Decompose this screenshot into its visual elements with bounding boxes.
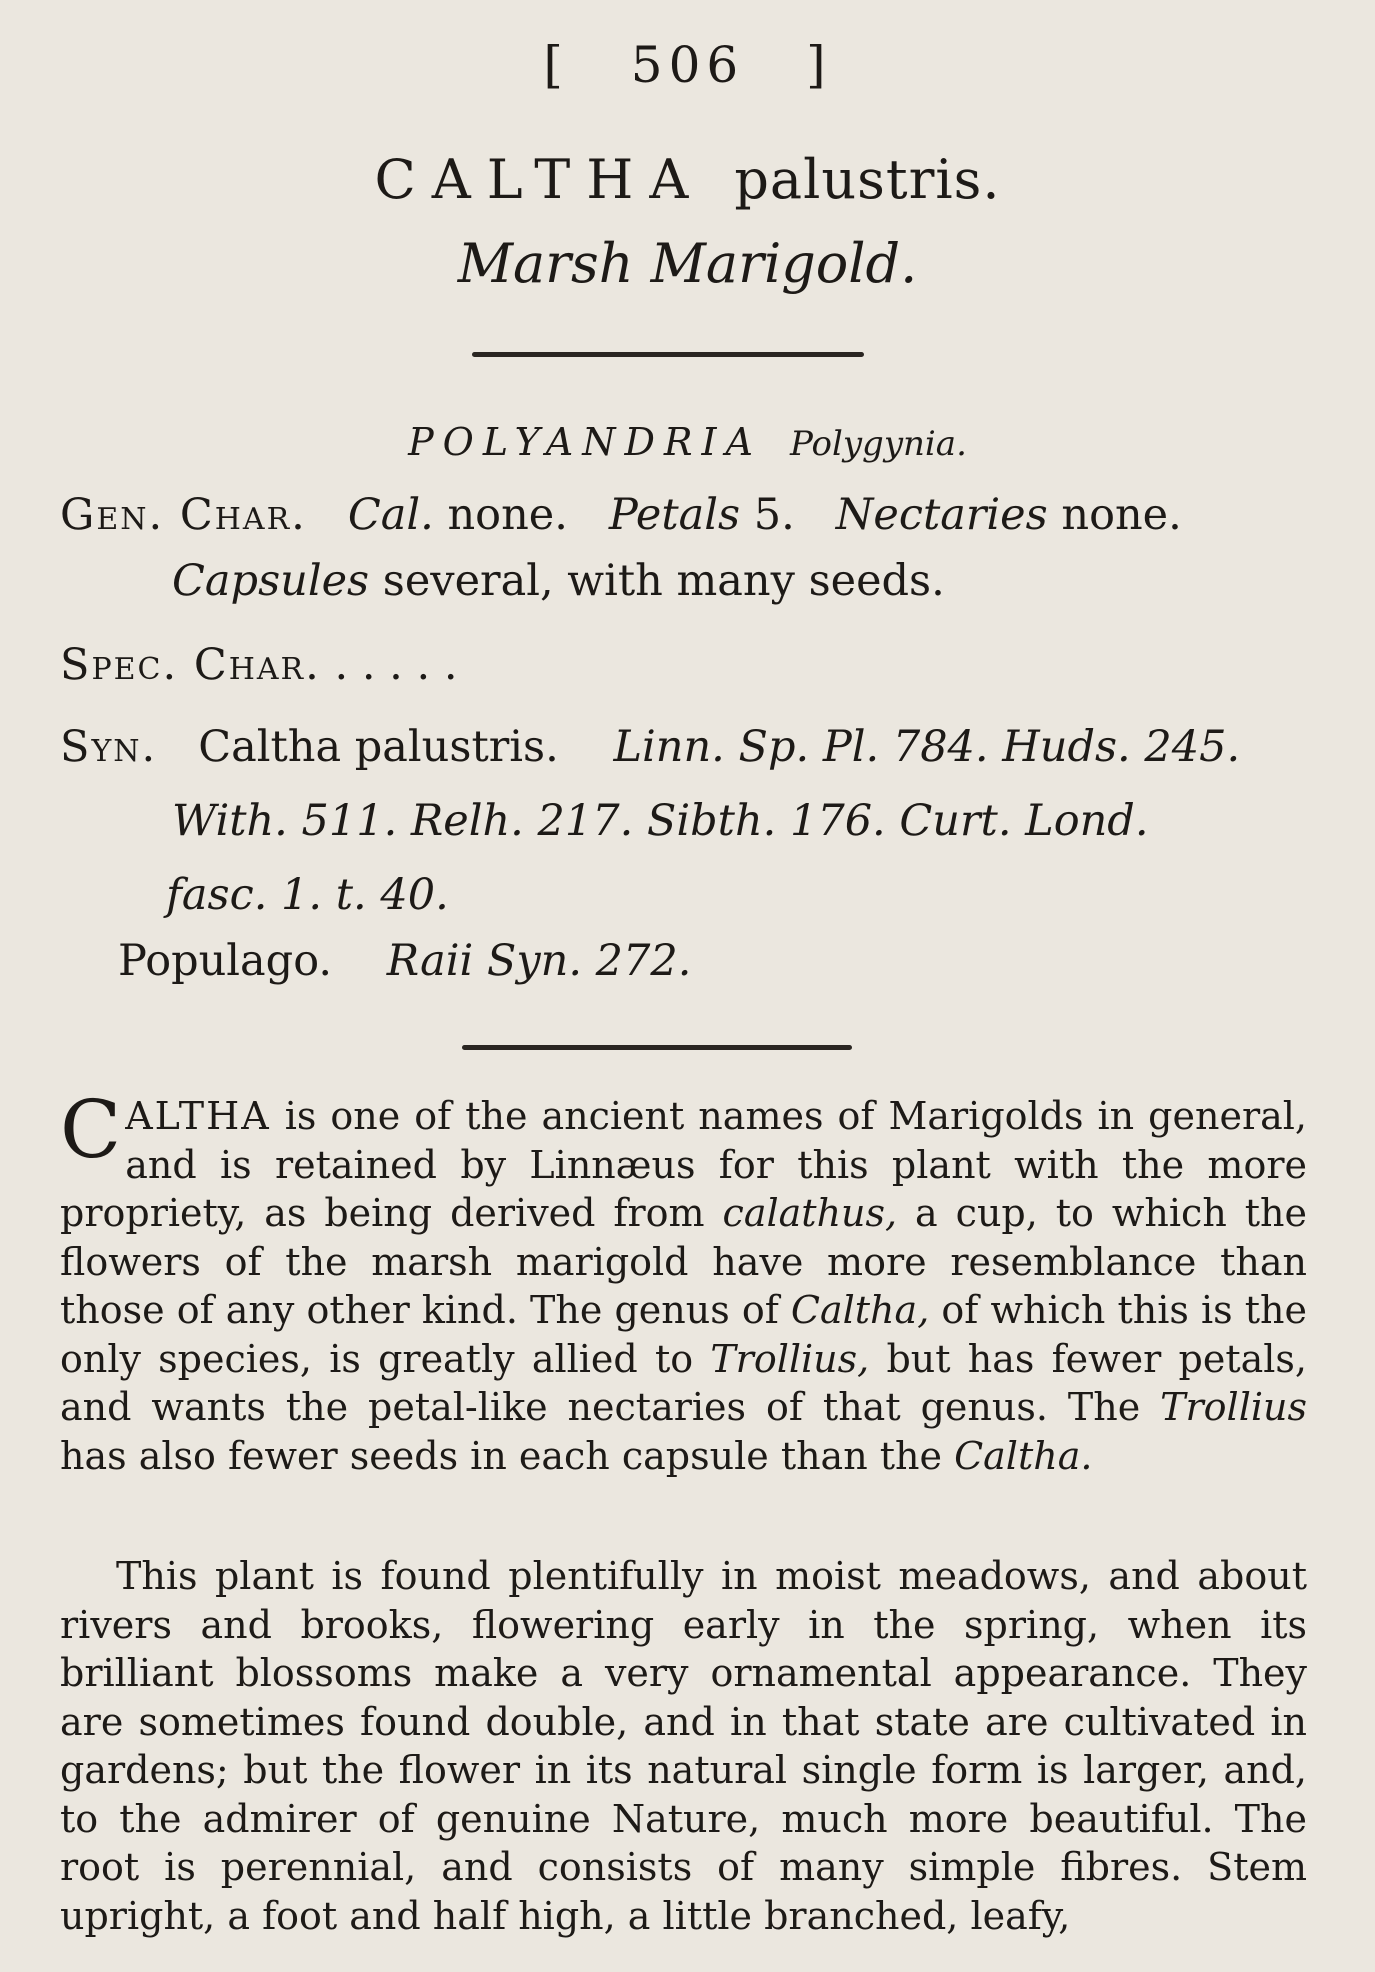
syn-name: Caltha palustris. (198, 722, 559, 772)
divider-rule (472, 352, 864, 357)
italic-term: Trollius, (710, 1336, 870, 1381)
gen-char-text: several, with many seeds. (369, 556, 945, 606)
classification (0, 420, 1375, 464)
species-epithet: palustris. (734, 148, 1001, 211)
gen-char-text: none. (433, 490, 582, 540)
first-word: ALTHA (125, 1094, 271, 1138)
syn-label: Syn. (60, 722, 158, 772)
text-run: is one of the ancient names of Marigolds in general, and is retained by Linnæus for this plant with the more propriety, as being derived from (60, 1094, 1307, 1235)
text-run: of which this is the only species, is greatly allied to (60, 1288, 1307, 1381)
common-name: Marsh Marigold. (457, 232, 918, 295)
body-paragraph: This plant is found plentifully in moist meadows, and about rivers and brooks, flowering early in the spring, when its brilliant blossoms make a very ornamental appearance. They are sometimes found double, and in that state are cultivated in gardens; but the flower in its natural single form is larger, and, to the admirer of genuine Nature, much more beautiful. The root is perennial, and consists of many simple fibres. Stem upright, a foot and half high, a little branched, leafy, (60, 1554, 1307, 1938)
drop-cap: C (60, 1083, 122, 1176)
syn-refs-line-3: fasc. 1. t. 40. (166, 870, 449, 920)
text-run: has also fewer seeds in each capsule than the (60, 1433, 955, 1478)
italic-term: Caltha, (790, 1288, 930, 1332)
gen-char-term: Cal. (347, 490, 434, 540)
spec-char-label: Spec. Char. (60, 640, 321, 690)
gen-char-label: Gen. Char. (60, 490, 307, 540)
syn-synonym-ref: Raii Syn. 272. (386, 936, 692, 986)
gen-char-line-2 (172, 556, 945, 606)
linnaean-class: POLYANDRIA (408, 420, 762, 464)
gen-char-text: 5. (740, 490, 809, 540)
spec-char-dots: . . . . . (334, 640, 458, 690)
gen-char-term: Nectaries (835, 490, 1048, 540)
genus-name: CALTHA (374, 148, 705, 211)
gen-char-term: Capsules (172, 556, 370, 606)
spec-char-line (60, 640, 458, 690)
text-run: a cup, to which the flowers of the marsh marigold have more resemblance than those of any other kind. The genus of (60, 1191, 1307, 1332)
gen-char-text: none. (1047, 490, 1182, 540)
linnaean-order: Polygynia. (790, 424, 967, 464)
divider-rule (462, 1045, 852, 1050)
gen-char-term: Petals (608, 490, 741, 540)
page-number: [ 506 ] (543, 36, 832, 94)
syn-refs: Linn. Sp. Pl. 784. Huds. 245. (613, 722, 1241, 772)
italic-term: Caltha. (954, 1433, 1093, 1478)
text-run: but has fewer petals, and wants the petal-like nectaries of that genus. The (60, 1336, 1307, 1429)
syn-synonym: Populago. (118, 936, 333, 986)
gen-char-line (60, 490, 1182, 540)
italic-term: calathus, (722, 1191, 898, 1235)
syn-line (60, 722, 1240, 772)
syn-synonym-line (118, 936, 691, 986)
syn-refs-line-2: With. 511. Relh. 217. Sibth. 176. Curt. Lond. (172, 796, 1149, 846)
body-paragraph (60, 1083, 1307, 1480)
italic-term: Trollius (1160, 1385, 1307, 1429)
species-title (0, 148, 1375, 211)
